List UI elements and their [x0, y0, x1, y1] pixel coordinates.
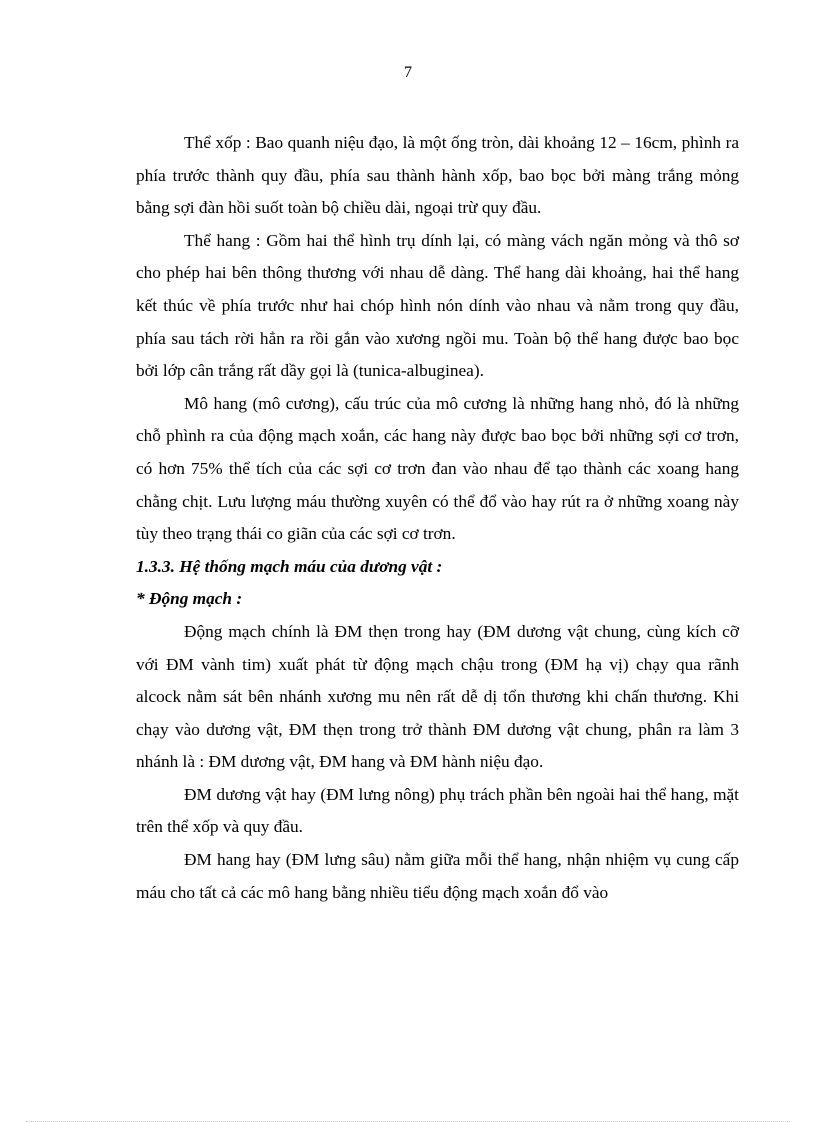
paragraph-dm-hang: ĐM hang hay (ĐM lưng sâu) nằm giữa mỗi thể hang, nhận nhiệm vụ cung cấp máu cho tất cả các mô hang bằng nhiều tiểu động mạch xoắn đổ vào [136, 850, 739, 902]
page-number: 7 [404, 64, 412, 81]
paragraph-the-xop: Thể xốp : Bao quanh niệu đạo, là một ống tròn, dài khoảng 12 – 16cm, phình ra phía trước thành quy đầu, phía sau thành hành xốp, bao bọc bởi màng trắng mỏng bằng sợi đàn hồi suốt toàn bộ chiều dài, ngoại trừ quy đầu. [136, 133, 739, 218]
section-heading-mach-mau: 1.3.3. Hệ thống mạch máu của dương vật : [136, 556, 443, 576]
paragraph-mo-hang: Mô hang (mô cương), cấu trúc của mô cương là những hang nhỏ, đó là những chỗ phình ra của động mạch xoắn, các hang này được bao bọc bởi những sợi cơ trơn, có hơn 75% thể tích của các sợi cơ trơn đan vào nhau để tạo thành các xoang hang chằng chịt. Lưu lượng máu thường xuyên có thể đổ vào hay rút ra ở những xoang này tùy theo trạng thái co giãn của các sợi cơ trơn. [136, 393, 739, 544]
paragraph-dm-duong-vat: ĐM dương vật hay (ĐM lưng nông) phụ trách phần bên ngoài hai thể hang, mặt trên thể xốp và quy đầu. [136, 784, 739, 837]
page-bottom-divider [26, 1121, 790, 1122]
document-body [136, 127, 739, 909]
paragraph-dong-mach-chinh: Động mạch chính là ĐM thẹn trong hay (ĐM dương vật chung, cùng kích cỡ với ĐM vành tim) xuất phát từ động mạch chậu trong (ĐM hạ vị) chạy qua rãnh alcock nằm sát bên nhánh xương mu nên rất dễ dị tổn thương khi chấn thương. Khi chạy vào dương vật, ĐM thẹn trong trở thành ĐM dương vật chung, phân ra làm 3 nhánh là : ĐM dương vật, ĐM hang và ĐM hành niệu đạo. [136, 621, 739, 772]
paragraph-the-hang: Thể hang : Gồm hai thể hình trụ dính lại, có màng vách ngăn mỏng và thô sơ cho phép hai bên thông thương với nhau dễ dàng. Thể hang dài khoảng, hai thể hang kết thúc về phía trước như hai chóp hình nón dính vào nhau và nằm trong quy đầu, phía sau tách rời hẳn ra rồi gắn vào xương ngồi mu. Toàn bộ thể hang được bao bọc bởi lớp cân trắng rất dầy gọi là (tunica-albuginea). [136, 230, 739, 381]
subheading-dong-mach: * Động mạch : [136, 589, 243, 609]
